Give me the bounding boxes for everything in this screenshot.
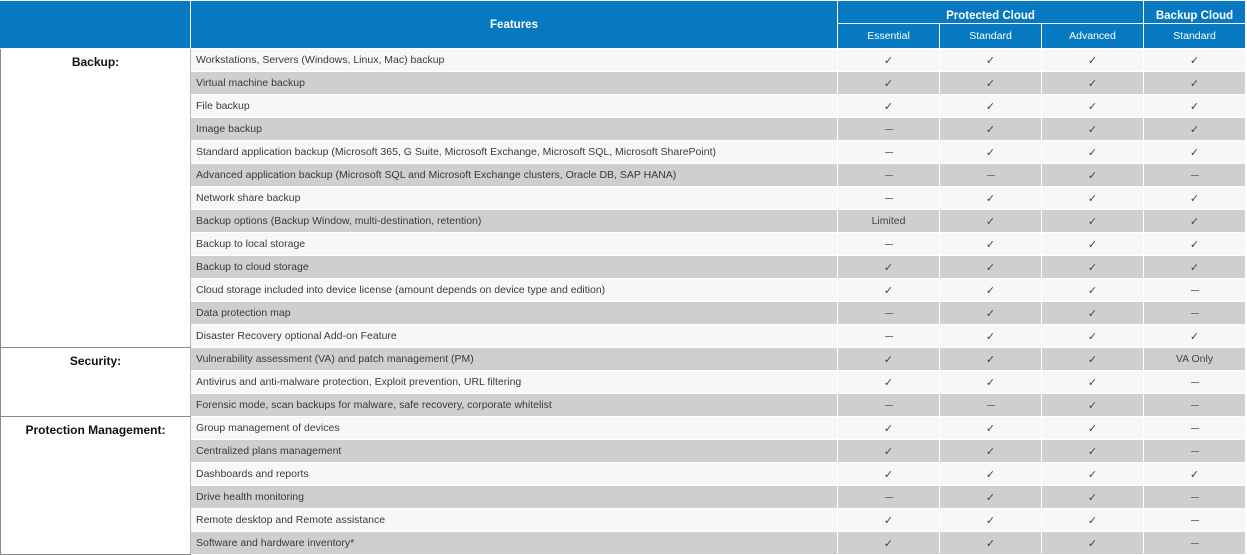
check-mark-icon: ✓ xyxy=(1087,192,1098,205)
dash-icon xyxy=(885,198,893,199)
header-blank-cell xyxy=(1,1,191,49)
check-mark-icon: ✓ xyxy=(1189,146,1200,159)
dash-icon xyxy=(885,313,893,314)
check-mark-icon: ✓ xyxy=(883,77,894,90)
check-mark-icon: ✓ xyxy=(1087,491,1098,504)
section-title: Security: xyxy=(1,348,191,417)
dash-cell xyxy=(838,325,940,348)
check-mark-icon: ✓ xyxy=(985,468,996,481)
check-cell xyxy=(940,532,1042,555)
check-cell xyxy=(838,49,940,72)
check-mark-icon: ✓ xyxy=(1087,537,1098,550)
plan-header-standard: Standard xyxy=(940,24,1042,49)
check-cell xyxy=(838,256,940,279)
feature-name: Workstations, Servers (Windows, Linux, Mac) backup xyxy=(191,49,838,72)
check-cell xyxy=(1144,256,1246,279)
dash-cell xyxy=(838,187,940,210)
feature-name: Network share backup xyxy=(191,187,838,210)
value-text: Limited xyxy=(871,215,906,227)
dash-cell xyxy=(940,394,1042,417)
check-mark-icon: ✓ xyxy=(985,445,996,458)
check-cell xyxy=(1042,164,1144,187)
check-cell xyxy=(838,463,940,486)
dash-icon xyxy=(1191,175,1199,176)
check-mark-icon: ✓ xyxy=(883,514,894,527)
feature-name: Forensic mode, scan backups for malware, safe recovery, corporate whitelist xyxy=(191,394,838,417)
dash-icon xyxy=(1191,290,1199,291)
check-mark-icon: ✓ xyxy=(1189,77,1200,90)
check-cell xyxy=(838,72,940,95)
check-mark-icon: ✓ xyxy=(1189,54,1200,67)
check-mark-icon: ✓ xyxy=(1087,54,1098,67)
check-mark-icon: ✓ xyxy=(883,353,894,366)
check-mark-icon: ✓ xyxy=(985,261,996,274)
check-mark-icon: ✓ xyxy=(1087,261,1098,274)
feature-name: Image backup xyxy=(191,118,838,141)
check-mark-icon: ✓ xyxy=(883,376,894,389)
backup-cloud-header: Backup Cloud xyxy=(1144,1,1246,24)
check-mark-icon: ✓ xyxy=(1087,330,1098,343)
feature-name: Antivirus and anti-malware protection, Exploit prevention, URL filtering xyxy=(191,371,838,394)
table-row xyxy=(1,417,1246,440)
check-mark-icon: ✓ xyxy=(1189,192,1200,205)
check-cell xyxy=(940,348,1042,371)
check-mark-icon: ✓ xyxy=(1087,100,1098,113)
check-cell xyxy=(838,532,940,555)
dash-cell xyxy=(838,302,940,325)
check-cell xyxy=(1042,509,1144,532)
check-cell xyxy=(838,371,940,394)
check-cell xyxy=(940,256,1042,279)
table-body xyxy=(1,49,1246,555)
check-mark-icon: ✓ xyxy=(883,422,894,435)
check-mark-icon: ✓ xyxy=(883,468,894,481)
dash-icon xyxy=(885,336,893,337)
check-cell xyxy=(1042,532,1144,555)
table-header xyxy=(1,1,1246,49)
feature-name: Backup options (Backup Window, multi-destination, retention) xyxy=(191,210,838,233)
check-mark-icon: ✓ xyxy=(1189,468,1200,481)
check-mark-icon: ✓ xyxy=(1189,100,1200,113)
check-mark-icon: ✓ xyxy=(985,215,996,228)
check-cell xyxy=(1042,302,1144,325)
dash-cell xyxy=(1144,509,1246,532)
feature-name: Dashboards and reports xyxy=(191,463,838,486)
check-cell xyxy=(1144,210,1246,233)
check-cell xyxy=(1042,394,1144,417)
feature-name: Drive health monitoring xyxy=(191,486,838,509)
section-title: Protection Management: xyxy=(1,417,191,555)
check-mark-icon: ✓ xyxy=(985,330,996,343)
check-cell xyxy=(1144,141,1246,164)
check-cell xyxy=(1144,233,1246,256)
check-mark-icon: ✓ xyxy=(1189,261,1200,274)
check-cell xyxy=(1144,325,1246,348)
check-cell xyxy=(1042,463,1144,486)
value-text: VA Only xyxy=(1175,353,1214,365)
check-mark-icon: ✓ xyxy=(883,284,894,297)
check-mark-icon: ✓ xyxy=(985,353,996,366)
check-cell xyxy=(940,49,1042,72)
dash-icon xyxy=(1191,497,1199,498)
check-cell xyxy=(838,509,940,532)
check-mark-icon: ✓ xyxy=(985,238,996,251)
dash-cell xyxy=(838,141,940,164)
feature-name: Remote desktop and Remote assistance xyxy=(191,509,838,532)
check-cell xyxy=(1144,49,1246,72)
check-cell xyxy=(1042,371,1144,394)
check-mark-icon: ✓ xyxy=(985,54,996,67)
check-mark-icon: ✓ xyxy=(985,123,996,136)
check-mark-icon: ✓ xyxy=(1189,238,1200,251)
check-cell xyxy=(1042,141,1144,164)
check-cell xyxy=(838,95,940,118)
feature-name: Virtual machine backup xyxy=(191,72,838,95)
features-column-header: Features xyxy=(191,1,838,49)
plan-header-backup-standard: Standard xyxy=(1144,24,1246,49)
check-mark-icon: ✓ xyxy=(1087,215,1098,228)
dash-icon xyxy=(885,175,893,176)
dash-cell xyxy=(1144,532,1246,555)
dash-cell xyxy=(1144,394,1246,417)
check-cell xyxy=(1042,417,1144,440)
check-cell xyxy=(940,210,1042,233)
feature-name: Backup to local storage xyxy=(191,233,838,256)
check-mark-icon: ✓ xyxy=(985,100,996,113)
check-cell xyxy=(940,118,1042,141)
dash-icon xyxy=(885,152,893,153)
dash-cell xyxy=(1144,417,1246,440)
dash-cell xyxy=(838,164,940,187)
dash-cell xyxy=(838,486,940,509)
check-mark-icon: ✓ xyxy=(1087,123,1098,136)
dash-cell xyxy=(838,118,940,141)
protected-cloud-header: Protected Cloud xyxy=(838,1,1144,24)
dash-icon xyxy=(885,129,893,130)
check-cell xyxy=(940,325,1042,348)
table-row xyxy=(1,49,1246,72)
dash-icon xyxy=(1191,382,1199,383)
feature-name: Advanced application backup (Microsoft SQL and Microsoft Exchange clusters, Oracle DB, SAP HANA) xyxy=(191,164,838,187)
check-cell xyxy=(1042,187,1144,210)
check-mark-icon: ✓ xyxy=(1189,123,1200,136)
check-cell xyxy=(1042,118,1144,141)
feature-name: Cloud storage included into device license (amount depends on device type and edition) xyxy=(191,279,838,302)
check-cell xyxy=(838,348,940,371)
dash-icon xyxy=(987,175,995,176)
feature-name: Vulnerability assessment (VA) and patch management (PM) xyxy=(191,348,838,371)
check-mark-icon: ✓ xyxy=(1087,445,1098,458)
dash-cell xyxy=(838,233,940,256)
feature-name: Standard application backup (Microsoft 365, G Suite, Microsoft Exchange, Microsoft SQL, Microsoft SharePoint) xyxy=(191,141,838,164)
check-mark-icon: ✓ xyxy=(1087,422,1098,435)
check-mark-icon: ✓ xyxy=(985,192,996,205)
dash-icon xyxy=(885,497,893,498)
dash-cell xyxy=(940,164,1042,187)
check-mark-icon: ✓ xyxy=(883,445,894,458)
dash-cell xyxy=(1144,279,1246,302)
check-mark-icon: ✓ xyxy=(985,491,996,504)
dash-icon xyxy=(1191,543,1199,544)
check-cell xyxy=(1042,210,1144,233)
dash-cell xyxy=(1144,371,1246,394)
check-mark-icon: ✓ xyxy=(985,284,996,297)
check-cell xyxy=(1144,463,1246,486)
check-mark-icon: ✓ xyxy=(1189,215,1200,228)
check-mark-icon: ✓ xyxy=(1087,399,1098,412)
check-mark-icon: ✓ xyxy=(985,422,996,435)
check-cell xyxy=(838,417,940,440)
feature-name: Software and hardware inventory* xyxy=(191,532,838,555)
check-cell xyxy=(1042,325,1144,348)
dash-cell xyxy=(1144,302,1246,325)
check-mark-icon: ✓ xyxy=(1189,330,1200,343)
plan-header-essential: Essential xyxy=(838,24,940,49)
feature-name: Disaster Recovery optional Add-on Feature xyxy=(191,325,838,348)
dash-icon xyxy=(1191,520,1199,521)
check-mark-icon: ✓ xyxy=(1087,284,1098,297)
check-cell xyxy=(940,187,1042,210)
dash-cell xyxy=(1144,164,1246,187)
check-mark-icon: ✓ xyxy=(883,54,894,67)
check-mark-icon: ✓ xyxy=(1087,353,1098,366)
dash-icon xyxy=(885,405,893,406)
check-cell xyxy=(838,440,940,463)
check-cell xyxy=(1042,348,1144,371)
check-cell xyxy=(940,371,1042,394)
check-mark-icon: ✓ xyxy=(985,514,996,527)
check-cell xyxy=(1042,440,1144,463)
feature-name: Backup to cloud storage xyxy=(191,256,838,279)
check-cell xyxy=(940,440,1042,463)
dash-icon xyxy=(885,244,893,245)
check-cell xyxy=(1144,95,1246,118)
check-cell xyxy=(940,233,1042,256)
check-mark-icon: ✓ xyxy=(1087,468,1098,481)
dash-cell xyxy=(1144,486,1246,509)
check-cell xyxy=(1042,256,1144,279)
check-cell xyxy=(1144,72,1246,95)
check-cell xyxy=(1042,233,1144,256)
check-mark-icon: ✓ xyxy=(883,100,894,113)
check-mark-icon: ✓ xyxy=(883,537,894,550)
check-cell xyxy=(940,141,1042,164)
table-row xyxy=(1,348,1246,371)
check-cell xyxy=(940,463,1042,486)
check-mark-icon: ✓ xyxy=(1087,238,1098,251)
check-mark-icon: ✓ xyxy=(985,146,996,159)
dash-icon xyxy=(1191,313,1199,314)
dash-icon xyxy=(1191,451,1199,452)
feature-name: File backup xyxy=(191,95,838,118)
check-cell xyxy=(940,509,1042,532)
check-cell xyxy=(1042,49,1144,72)
section-title: Backup: xyxy=(1,49,191,348)
check-mark-icon: ✓ xyxy=(1087,169,1098,182)
dash-cell xyxy=(1144,440,1246,463)
check-mark-icon: ✓ xyxy=(985,537,996,550)
text-value-cell xyxy=(1144,348,1246,371)
check-cell xyxy=(1144,187,1246,210)
check-mark-icon: ✓ xyxy=(1087,376,1098,389)
feature-name: Centralized plans management xyxy=(191,440,838,463)
check-cell xyxy=(838,279,940,302)
dash-icon xyxy=(987,405,995,406)
check-mark-icon: ✓ xyxy=(883,261,894,274)
check-cell xyxy=(940,302,1042,325)
dash-cell xyxy=(838,394,940,417)
check-mark-icon: ✓ xyxy=(985,307,996,320)
check-cell xyxy=(1042,72,1144,95)
check-cell xyxy=(1042,279,1144,302)
plan-header-advanced: Advanced xyxy=(1042,24,1144,49)
check-mark-icon: ✓ xyxy=(1087,307,1098,320)
check-mark-icon: ✓ xyxy=(1087,146,1098,159)
check-mark-icon: ✓ xyxy=(985,376,996,389)
text-value-cell xyxy=(838,210,940,233)
check-cell xyxy=(1042,95,1144,118)
dash-icon xyxy=(1191,405,1199,406)
check-mark-icon: ✓ xyxy=(1087,77,1098,90)
feature-name: Data protection map xyxy=(191,302,838,325)
check-cell xyxy=(940,95,1042,118)
check-cell xyxy=(940,72,1042,95)
dash-icon xyxy=(1191,428,1199,429)
check-cell xyxy=(940,417,1042,440)
check-mark-icon: ✓ xyxy=(1087,514,1098,527)
feature-name: Group management of devices xyxy=(191,417,838,440)
check-cell xyxy=(1042,486,1144,509)
check-mark-icon: ✓ xyxy=(985,77,996,90)
check-cell xyxy=(1144,118,1246,141)
check-cell xyxy=(940,279,1042,302)
check-cell xyxy=(940,486,1042,509)
